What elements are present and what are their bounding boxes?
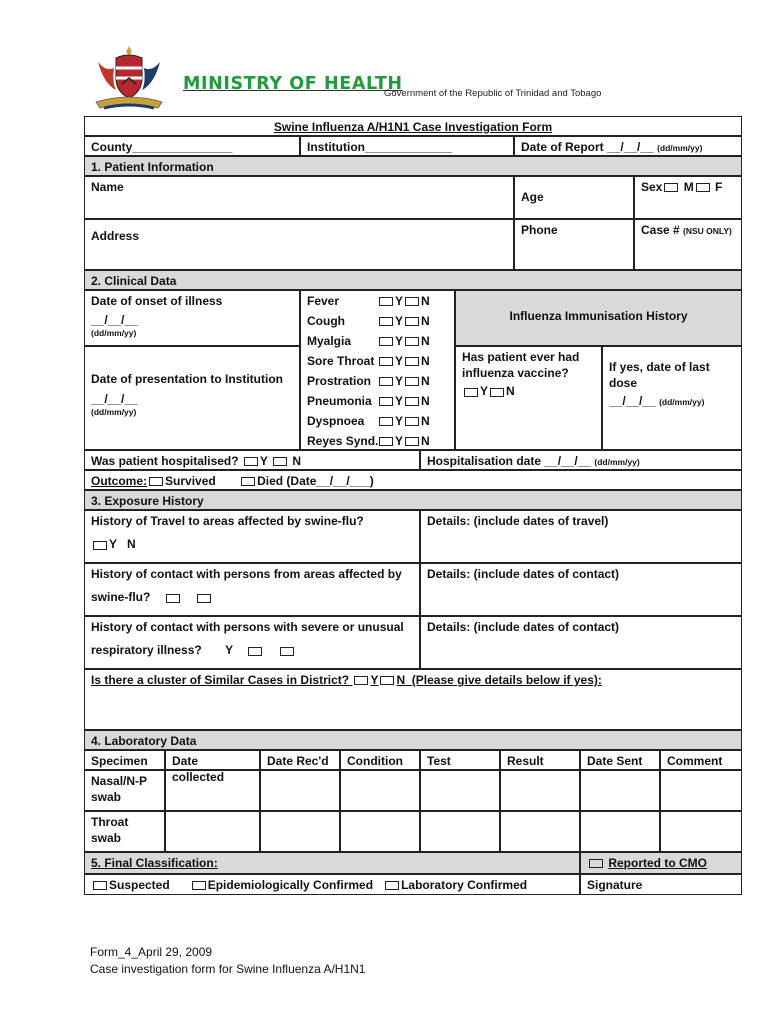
cluster-question-field[interactable]: Is there a cluster of Similar Cases in District? Y N (Please give details below if yes): <box>84 669 742 730</box>
travel-details-field[interactable]: Details: (include dates of travel) <box>420 510 742 563</box>
reported-to-cmo-field[interactable]: Reported to CMO <box>580 852 742 874</box>
checkbox-cough-no[interactable] <box>405 317 419 326</box>
checkbox-died[interactable] <box>241 477 255 486</box>
contact-areas-details-field[interactable]: Details: (include dates of contact) <box>420 563 742 616</box>
contact-affected-areas-field[interactable]: History of contact with persons from areas affected by swine-flu? <box>84 563 420 616</box>
lab-cell[interactable] <box>165 770 260 811</box>
checkbox-female[interactable] <box>696 183 710 192</box>
lab-cell[interactable] <box>420 811 500 852</box>
contact-severe-illness-field[interactable]: History of contact with persons with severe or unusual respiratory illness? Y <box>84 616 420 669</box>
checkbox-vaccine-no[interactable] <box>490 388 504 397</box>
address-field[interactable]: Address <box>84 219 514 270</box>
lab-row-specimen: Throat swab <box>84 811 165 852</box>
lab-column-header: Comment <box>660 750 742 770</box>
checkbox-reyes-no[interactable] <box>405 437 419 446</box>
lab-cell[interactable] <box>580 811 660 852</box>
travel-history-field[interactable]: History of Travel to areas affected by swine-flu? Y N <box>84 510 420 563</box>
symptom-sore-throat: Sore Throat Y N <box>307 353 430 368</box>
checkbox-hospitalised-no[interactable] <box>273 457 287 466</box>
symptom-fever: Fever Y N <box>307 293 430 308</box>
age-field[interactable]: Age <box>514 176 634 219</box>
checkbox-vaccine-yes[interactable] <box>464 388 478 397</box>
sex-field[interactable]: Sex M F <box>634 176 742 219</box>
case-number-field[interactable]: Case # (NSU ONLY) <box>634 219 742 270</box>
case-investigation-form <box>84 116 742 895</box>
lab-column-header: Date Sent <box>580 750 660 770</box>
checkbox-dyspnoea-no[interactable] <box>405 417 419 426</box>
hospitalisation-date-field[interactable]: Hospitalisation date __/__/__ (dd/mm/yy) <box>420 450 742 470</box>
checkbox-lab-confirmed[interactable] <box>385 881 399 890</box>
symptom-myalgia: Myalgia Y N <box>307 333 430 348</box>
government-name: Government of the Republic of Trinidad and Tobago <box>384 88 602 99</box>
checkbox-dyspnoea-yes[interactable] <box>379 417 393 426</box>
symptom-cough: Cough Y N <box>307 313 430 328</box>
checkbox-contact-severe-no[interactable] <box>280 647 294 656</box>
footer <box>90 944 365 978</box>
hospitalised-field[interactable]: Was patient hospitalised? Y N <box>84 450 420 470</box>
checkbox-cough-yes[interactable] <box>379 317 393 326</box>
lab-cell[interactable] <box>165 811 260 852</box>
footer-description: Case investigation form for Swine Influenza A/H1N1 <box>90 962 366 976</box>
outcome-field[interactable]: Outcome: Survived Died (Date__/__/___) <box>84 470 742 490</box>
checkbox-pneumonia-no[interactable] <box>405 397 419 406</box>
checkbox-prostration-yes[interactable] <box>379 377 393 386</box>
signature-field[interactable]: Signature <box>580 874 742 895</box>
checkbox-cluster-no[interactable] <box>380 676 394 685</box>
institution-field[interactable]: Institution_____________ <box>300 136 514 156</box>
checkbox-sore-throat-yes[interactable] <box>379 357 393 366</box>
lab-column-header: Test <box>420 750 500 770</box>
checkbox-reported-cmo[interactable] <box>589 859 603 868</box>
checkbox-myalgia-yes[interactable] <box>379 337 393 346</box>
phone-field[interactable]: Phone <box>514 219 634 270</box>
lab-column-header: Date collected <box>165 750 260 770</box>
checkbox-survived[interactable] <box>149 477 163 486</box>
checkbox-epi-confirmed[interactable] <box>192 881 206 890</box>
checkbox-contact-areas-no[interactable] <box>197 594 211 603</box>
lab-cell[interactable] <box>340 770 420 811</box>
form-title: Swine Influenza A/H1N1 Case Investigation Form <box>84 116 742 136</box>
checkbox-contact-areas-yes[interactable] <box>166 594 180 603</box>
footer-form-id: Form_4_April 29, 2009 <box>90 945 213 959</box>
letterhead <box>88 44 648 118</box>
section-patient-information: 1. Patient Information <box>84 156 742 176</box>
lab-cell[interactable] <box>260 811 340 852</box>
lab-cell[interactable] <box>660 770 742 811</box>
section-final-classification: 5. Final Classification: <box>84 852 580 874</box>
checkbox-fever-no[interactable] <box>405 297 419 306</box>
lab-cell[interactable] <box>580 770 660 811</box>
symptom-dyspnoea: Dyspnoea Y N <box>307 413 430 428</box>
symptom-prostration: Prostration Y N <box>307 373 430 388</box>
lab-cell[interactable] <box>420 770 500 811</box>
checkbox-contact-severe-yes[interactable] <box>248 647 262 656</box>
checkbox-travel-yes[interactable] <box>93 541 107 550</box>
lab-cell[interactable] <box>500 811 580 852</box>
section-clinical-data: 2. Clinical Data <box>84 270 742 290</box>
date-of-report-field[interactable]: Date of Report __/__/__ (dd/mm/yy) <box>514 136 742 156</box>
presentation-date-field[interactable]: Date of presentation to Institution __/__/__ (dd/mm/yy) <box>84 346 300 450</box>
county-field[interactable]: County_______________ <box>84 136 300 156</box>
lab-column-header: Date Rec'd <box>260 750 340 770</box>
symptom-pneumonia: Pneumonia Y N <box>307 393 430 408</box>
lab-column-header: Result <box>500 750 580 770</box>
vaccine-question[interactable]: Has patient ever had influenza vaccine? Y N <box>455 346 602 450</box>
section-exposure-history: 3. Exposure History <box>84 490 742 510</box>
contact-severe-details-field[interactable]: Details: (include dates of contact) <box>420 616 742 669</box>
checkbox-hospitalised-yes[interactable] <box>244 457 258 466</box>
lab-column-header: Condition <box>340 750 420 770</box>
checkbox-reyes-yes[interactable] <box>379 437 393 446</box>
lab-cell[interactable] <box>340 811 420 852</box>
ministry-name: MINISTRY OF HEALTH <box>183 74 403 94</box>
checkbox-sore-throat-no[interactable] <box>405 357 419 366</box>
symptom-reyes-syndrome: Reyes Synd. Y N <box>307 433 430 448</box>
last-dose-date-field[interactable]: If yes, date of last dose __/__/__ (dd/mm/yy) <box>602 346 742 450</box>
checkbox-male[interactable] <box>664 183 678 192</box>
symptom-list <box>300 290 455 450</box>
checkbox-suspected[interactable] <box>93 881 107 890</box>
name-field[interactable]: Name <box>84 176 514 219</box>
coat-of-arms-icon <box>88 44 170 116</box>
checkbox-fever-yes[interactable] <box>379 297 393 306</box>
checkbox-cluster-yes[interactable] <box>354 676 368 685</box>
lab-cell[interactable] <box>260 770 340 811</box>
lab-cell[interactable] <box>500 770 580 811</box>
lab-column-header: Specimen <box>84 750 165 770</box>
immunisation-history-heading: Influenza Immunisation History <box>455 290 742 346</box>
onset-date-field[interactable]: Date of onset of illness __/__/__ (dd/mm/yy) <box>84 290 300 346</box>
lab-row-specimen: Nasal/N-P swab <box>84 770 165 811</box>
checkbox-prostration-no[interactable] <box>405 377 419 386</box>
checkbox-pneumonia-yes[interactable] <box>379 397 393 406</box>
checkbox-myalgia-no[interactable] <box>405 337 419 346</box>
lab-cell[interactable] <box>660 811 742 852</box>
classification-options: Suspected Epidemiologically Confirmed Laboratory Confirmed <box>84 874 580 895</box>
section-laboratory-data: 4. Laboratory Data <box>84 730 742 750</box>
